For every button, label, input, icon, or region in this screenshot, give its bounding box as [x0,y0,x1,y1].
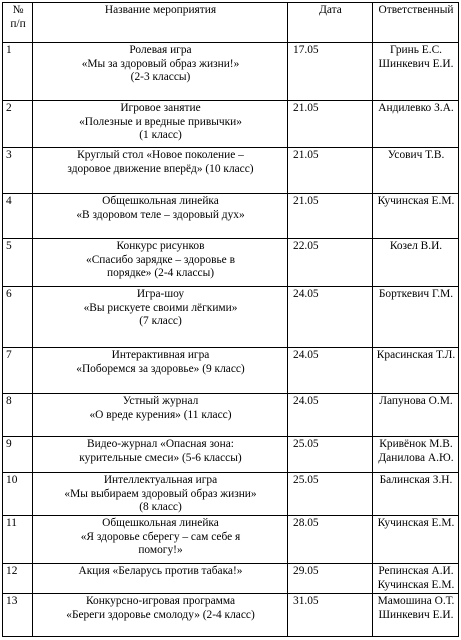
event-responsible [373,239,459,287]
row-number: 12 [3,564,33,594]
event-name [33,101,288,148]
event-date: 21.05 [288,101,373,148]
event-name-line: «Мы за здоровый образ жизни!» [81,57,240,70]
row-number: 1 [3,43,33,101]
table-row [3,594,459,637]
responsible-person: Кривёнок М.В. [379,438,453,450]
event-date: 29.05 [288,564,373,594]
event-responsible [373,148,459,194]
table-row [3,287,459,348]
responsible-person: Андилевко З.А. [378,102,454,114]
event-name-line: «Поборемся за здоровье» (9 класс) [76,362,245,375]
event-name-line: Игровое занятие [120,102,201,114]
responsible-person: Репинская А.И. [378,565,454,577]
row-number: 3 [3,148,33,194]
header-number [3,3,33,43]
event-name-line: Интерактивная игра [111,349,210,361]
event-responsible [373,564,459,594]
event-responsible [373,437,459,473]
responsible-person: Кучинская Е.М. [377,195,455,207]
event-name-line: Ролевая игра [129,44,192,56]
event-responsible [373,516,459,564]
event-name-line: порядке» (2-4 классы) [106,267,215,280]
responsible-person: Кучинская Е.М. [377,578,455,591]
table-row [3,348,459,394]
event-name-line: Круглый стол «Новое поколение – [77,149,244,161]
event-date: 31.05 [288,594,373,637]
header-number-line: № [12,4,24,16]
event-responsible [373,101,459,148]
responsible-person: Козел В.И. [389,240,443,252]
events-table [2,2,459,637]
table-row [3,516,459,564]
row-number: 13 [3,594,33,637]
table-row [3,194,459,239]
event-date: 21.05 [288,148,373,194]
event-date: 28.05 [288,516,373,564]
row-number: 4 [3,194,33,239]
event-name-line: «Полезные и вредные привычки» [79,115,242,128]
row-number: 5 [3,239,33,287]
responsible-person: Данилова А.Ю. [378,451,454,464]
event-name-line: «Мы выбираем здоровый образ жизни» [64,487,257,500]
event-date: 17.05 [288,43,373,101]
row-number: 6 [3,287,33,348]
event-name-line: «О вреде курения» (11 класс) [89,408,232,421]
event-name [33,194,288,239]
event-name [33,394,288,437]
event-name-line: курительные смеси» (5-6 классы) [79,451,242,464]
event-name-line: Общешкольная линейка [102,195,219,207]
table-row [3,564,459,594]
table-header-row [3,3,459,43]
event-date: 24.05 [288,394,373,437]
event-responsible [373,43,459,101]
table-row [3,473,459,516]
event-date: 22.05 [288,239,373,287]
header-number-line: п/п [10,17,26,30]
responsible-person: Мамошина О.Т. [377,595,455,607]
event-date: 25.05 [288,473,373,516]
responsible-person: Красинская Т.Л. [376,349,456,361]
event-name-line: Интеллектуальная игра [103,474,218,486]
event-name-line: Конкурс рисунков [116,240,205,252]
event-name-line: «Спасибо зарядке – здоровье в [86,253,235,266]
event-date: 25.05 [288,437,373,473]
event-name [33,287,288,348]
event-responsible [373,394,459,437]
event-responsible [373,594,459,637]
event-name-line: Видео-журнал «Опасная зона: [87,438,234,450]
event-name-line: «В здоровом теле – здоровый дух» [76,208,245,221]
responsible-person: Усович Т.В. [387,149,445,161]
row-number: 2 [3,101,33,148]
event-name-line: «Береги здоровье смолоду» (2-4 класс) [66,608,255,621]
responsible-person: Балинская З.Н. [379,474,453,486]
row-number: 11 [3,516,33,564]
header-date: Дата [288,3,373,43]
event-name-line: «Вы рискуете своими лёгкими» [83,301,238,314]
event-name [33,348,288,394]
responsible-person: Шинкевич Е.И. [378,57,454,70]
header-responsible: Ответственный [373,3,459,43]
event-name-line: Конкурсно-игровая программа [85,595,236,607]
event-name [33,516,288,564]
event-name [33,564,288,594]
event-name [33,43,288,101]
header-event-name: Название мероприятия [33,3,288,43]
event-name-line: помогу!» [138,544,183,557]
table-row [3,43,459,101]
responsible-person: Кучинская Е.М. [377,517,455,529]
event-name [33,239,288,287]
event-name-line: (2-3 классы) [130,71,191,84]
event-name-line: «Я здоровье сберегу – сам себе я [80,530,241,543]
event-name-line: Акция «Беларусь против табака!» [78,565,243,577]
row-number: 7 [3,348,33,394]
responsible-person: Борткевич Г.М. [378,288,454,300]
event-name-line: Общешкольная линейка [102,517,219,529]
event-name-line: (7 класс) [139,315,182,328]
responsible-person: Гринь Е.С. [389,44,443,56]
row-number: 9 [3,437,33,473]
event-name [33,473,288,516]
event-name-line: Игра-шоу [136,288,185,300]
row-number: 10 [3,473,33,516]
event-date: 24.05 [288,348,373,394]
table-row [3,437,459,473]
event-responsible [373,473,459,516]
event-date: 24.05 [288,287,373,348]
event-responsible [373,348,459,394]
event-name [33,594,288,637]
event-name-line: Устный журнал [122,395,199,407]
responsible-person: Шинкевич Е.И. [378,608,454,621]
event-name-line: здоровое движение вперёд» (10 класс) [67,162,254,175]
table-row [3,239,459,287]
event-name [33,148,288,194]
event-name-line: (8 класс) [139,501,182,514]
event-responsible [373,287,459,348]
event-date: 21.05 [288,194,373,239]
table-row [3,394,459,437]
responsible-person: Лапунова О.М. [379,395,453,407]
row-number: 8 [3,394,33,437]
table-row [3,148,459,194]
event-responsible [373,194,459,239]
event-name [33,437,288,473]
event-name-line: (1 класс) [139,129,182,142]
table-row [3,101,459,148]
